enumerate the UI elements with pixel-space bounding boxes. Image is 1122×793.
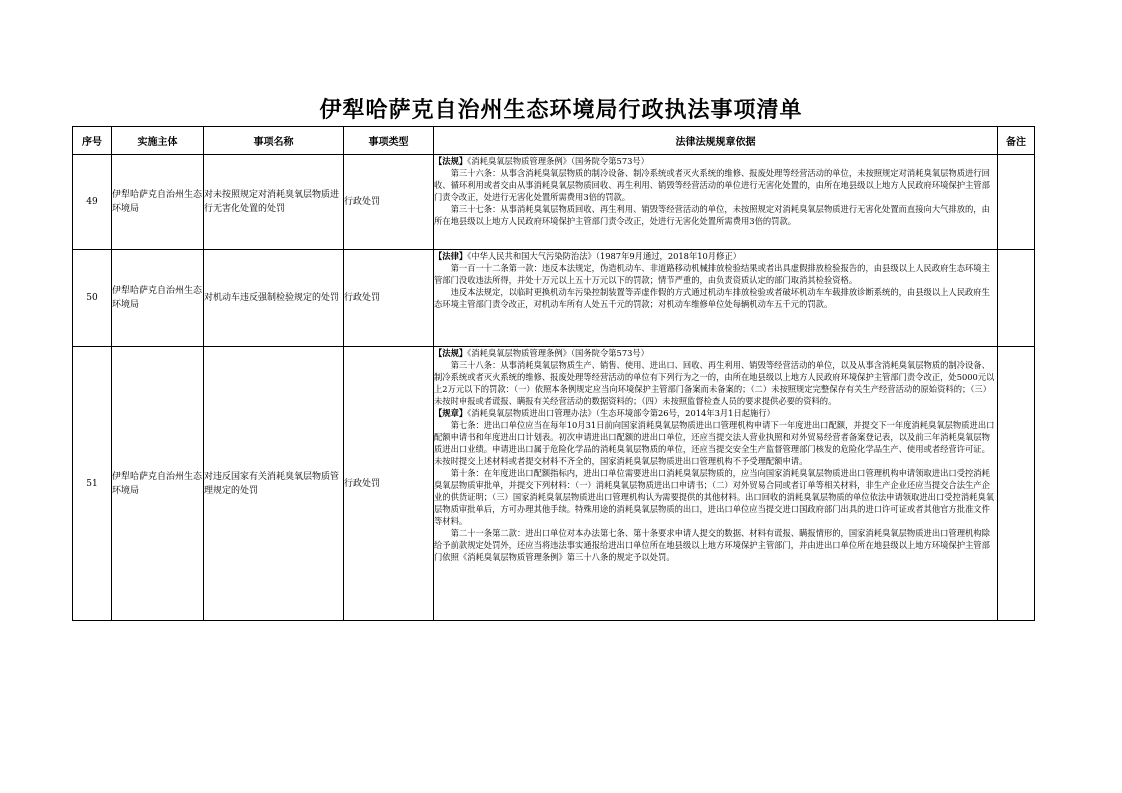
legal-basis-text: 第三十六条：从事含消耗臭氧层物质的制冷设备、制冷系统或者灭火系统的维修、报废处理等经营活动的单位，未按照规定对消耗臭氧层物质进行回收、循环利用或者交由从事消耗臭氧层物质回收、再生利用、销毁等经营活动的单位进行无害化处置的，由所在地县级以上地方人民政府环境保护主管部门责令改正，处进行无害化处置所需费用3倍的罚款。 bbox=[434, 168, 990, 202]
row-number: 49 bbox=[73, 155, 112, 250]
legal-basis-text: 《消耗臭氧层物质管理条例》（国务院令第573号） bbox=[467, 348, 649, 358]
item-type: 行政处罚 bbox=[344, 347, 434, 621]
legal-category-tag: 【法规】 bbox=[434, 156, 468, 166]
legal-basis-paragraph bbox=[434, 203, 997, 227]
remarks bbox=[998, 155, 1035, 250]
item-name: 对违反国家有关消耗臭氧层物质管理规定的处罚 bbox=[204, 347, 344, 621]
legal-basis bbox=[434, 347, 998, 621]
enforcement-table bbox=[72, 126, 1035, 621]
header-entity: 实施主体 bbox=[112, 127, 204, 155]
legal-basis-text: 《消耗臭氧层物质进出口管理办法》（生态环境部令第26号，2014年3月1日起施行） bbox=[467, 408, 775, 418]
legal-category-tag: 【法规】 bbox=[434, 348, 468, 358]
legal-basis-paragraph bbox=[434, 359, 997, 407]
legal-basis-paragraph bbox=[434, 467, 997, 527]
remarks bbox=[998, 250, 1035, 347]
legal-basis bbox=[434, 155, 998, 250]
table-row bbox=[73, 347, 1035, 621]
legal-basis-text: 第二十一条第二款：进出口单位对本办法第七条、第十条要求申请人提交的数据、材料有谎报、瞒报情形的，国家消耗臭氧层物质进出口管理机构除给予前款规定处罚外，还应当将违法事实通报给进出口单位所在地县级以上地方环境保护主管部门，并由进出口单位所在地县级以上地方环境保护主管部门依照《消耗臭氧层物质管理条例》第三十八条的规定予以处罚。 bbox=[434, 528, 990, 562]
table-row bbox=[73, 155, 1035, 250]
legal-basis-text: 《中华人民共和国大气污染防治法》（1987年9月通过，2018年10月修正） bbox=[467, 251, 741, 261]
legal-basis-paragraph bbox=[434, 407, 997, 419]
legal-basis-text: 第三十八条：从事消耗臭氧层物质生产、销售、使用、进出口、回收、再生利用、销毁等经营活动的单位，以及从事含消耗臭氧层物质的制冷设备、制冷系统或者灭火系统的维修、报废处理等经营活动的单位有下列行为之一的，由所在地县级以上地方人民政府环境保护主管部门责令改正，处5000元以上2万元以下的罚款：（一）依照本条例规定应当向环境保护主管部门备案而未备案的；（二）未按照规定完整保存有关生产经营活动的原始资料的；（三）未按时申报或者谎报、瞒报有关经营活动的数据资料的；（四）未按照监督检查人员的要求提供必要的资料的。 bbox=[434, 360, 995, 406]
legal-basis-paragraph bbox=[434, 347, 997, 359]
table-header-row bbox=[73, 127, 1035, 155]
legal-basis-paragraph bbox=[434, 527, 997, 563]
page-title: 伊犁哈萨克自治州生态环境局行政执法事项清单 bbox=[319, 97, 803, 123]
header-legal-basis: 法律法规规章依据 bbox=[434, 127, 998, 155]
header-item-type: 事项类型 bbox=[344, 127, 434, 155]
legal-basis-text: 《消耗臭氧层物质管理条例》（国务院令第573号） bbox=[467, 156, 649, 166]
legal-basis-paragraph bbox=[434, 262, 997, 286]
item-name: 对未按照规定对消耗臭氧层物质进行无害化处置的处罚 bbox=[204, 155, 344, 250]
legal-basis-paragraph bbox=[434, 419, 997, 467]
row-number: 50 bbox=[73, 250, 112, 347]
header-remarks: 备注 bbox=[998, 127, 1035, 155]
implementing-entity: 伊犁哈萨克自治州生态环境局 bbox=[112, 347, 204, 621]
header-no: 序号 bbox=[73, 127, 112, 155]
legal-basis-text: 第一百一十二条第一款：违反本法规定，伪造机动车、非道路移动机械排放检验结果或者出具虚假排放检验报告的，由县级以上人民政府生态环境主管部门没收违法所得，并处十万元以上五十万元以下的罚款；情节严重的，由负责资质认定的部门取消其检验资格。 bbox=[434, 263, 990, 285]
legal-basis-paragraph bbox=[434, 167, 997, 203]
header-item-name: 事项名称 bbox=[204, 127, 344, 155]
row-number: 51 bbox=[73, 347, 112, 621]
implementing-entity: 伊犁哈萨克自治州生态环境局 bbox=[112, 155, 204, 250]
legal-basis-text: 第七条：进出口单位应当在每年10月31日前向国家消耗臭氧层物质进出口管理机构申请下一年度进出口配额，并提交下一年度消耗臭氧层物质进出口配额申请书和年度进出口计划表。初次申请进出口配额的进出口单位，还应当提交法人营业执照和对外贸易经营者备案登记表，以及前三年消耗臭氧层物质进出口业绩。申请进出口属于危险化学品的消耗臭氧层物质的单位，还应当提交安全生产监督管理部门核发的危险化学品生产、使用或者经营许可证。未按时提交上述材料或者提交材料不齐全的，国家消耗臭氧层物质进出口管理机构不予受理配额申请。 bbox=[434, 420, 995, 466]
legal-basis-paragraph bbox=[434, 250, 997, 262]
legal-basis-text: 违反本法规定，以临时更换机动车污染控制装置等弄虚作假的方式通过机动车排放检验或者破坏机动车车载排放诊断系统的，由县级以上人民政府生态环境主管部门责令改正，对机动车所有人处五千元的罚款；对机动车维修单位处每辆机动车五千元的罚款。 bbox=[434, 287, 990, 309]
item-name: 对机动车违反强制检验规定的处罚 bbox=[204, 250, 344, 347]
implementing-entity: 伊犁哈萨克自治州生态环境局 bbox=[112, 250, 204, 347]
legal-basis-paragraph bbox=[434, 286, 997, 310]
legal-basis-text: 第十条：在年度进出口配额指标内，进出口单位需要进出口消耗臭氧层物质的，应当向国家消耗臭氧层物质进出口管理机构申请领取进出口受控消耗臭氧层物质审批单，并提交下列材料：（一）消耗臭氧层物质进出口申请书；（二）对外贸易合同或者订单等相关材料，非生产企业还应当提交合法生产企业的供货证明；（三）国家消耗臭氧层物质进出口管理机构认为需要提供的其他材料。出口回收的消耗臭氧层物质的单位依法申请领取进出口受控消耗臭氧层物质审批单后，方可办理其他手续。特殊用途的消耗臭氧层物质的出口，进出口单位应当提交进口国政府部门出具的进口许可证或者其他官方批准文件等材料。 bbox=[434, 468, 995, 526]
legal-category-tag: 【规章】 bbox=[434, 408, 468, 418]
remarks bbox=[998, 347, 1035, 621]
item-type: 行政处罚 bbox=[344, 155, 434, 250]
legal-basis-paragraph bbox=[434, 155, 997, 167]
legal-basis-text: 第三十七条：从事消耗臭氧层物质回收、再生利用、销毁等经营活动的单位，未按照规定对消耗臭氧层物质进行无害化处置而直接向大气排放的，由所在地县级以上地方人民政府环境保护主管部门责令改正，处进行无害化处置所需费用3倍的罚款。 bbox=[434, 204, 990, 226]
legal-category-tag: 【法律】 bbox=[434, 251, 468, 261]
table-row bbox=[73, 250, 1035, 347]
legal-basis bbox=[434, 250, 998, 347]
item-type: 行政处罚 bbox=[344, 250, 434, 347]
